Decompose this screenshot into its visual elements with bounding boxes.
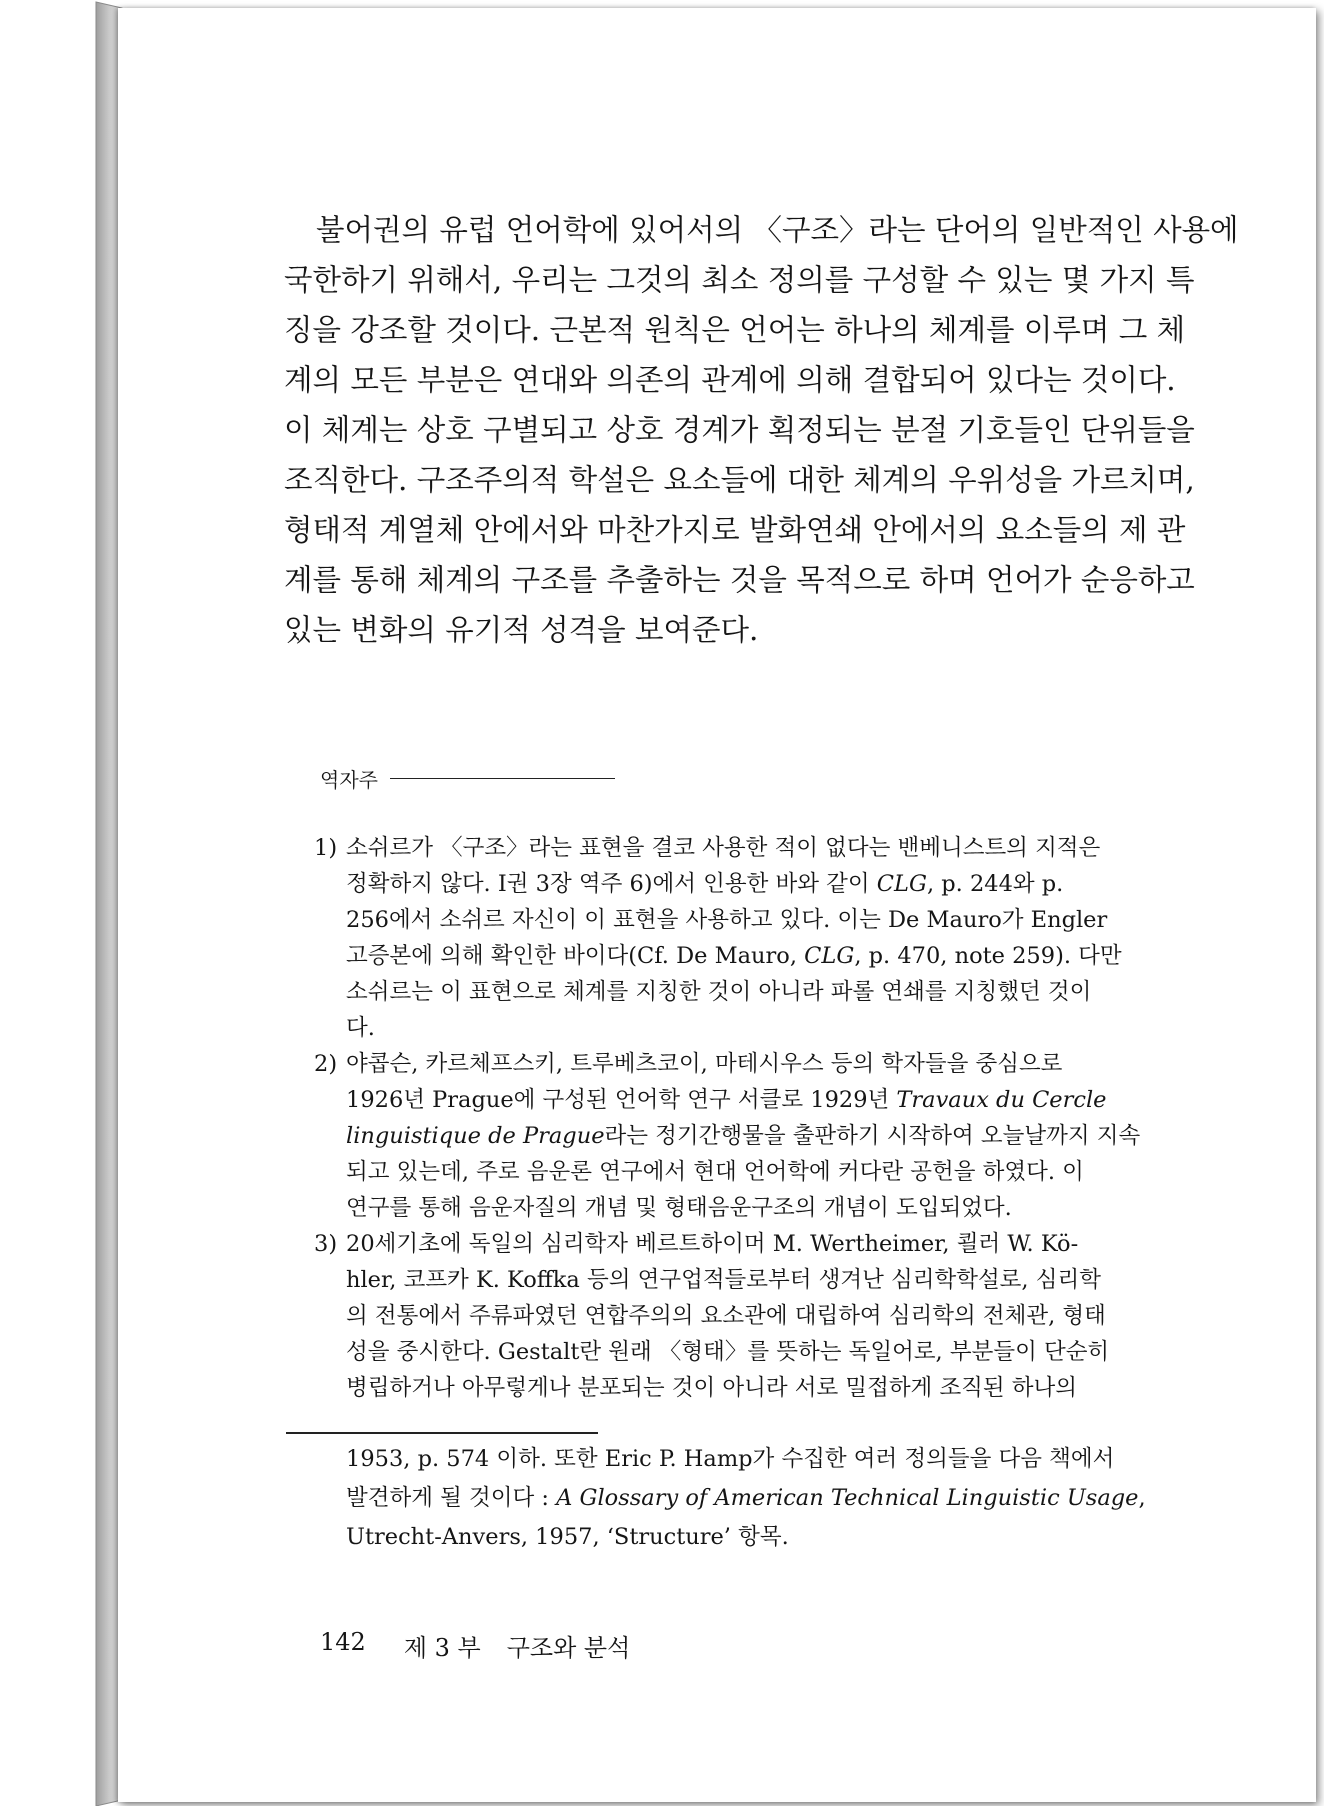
note-line: 고증본에 의해 확인한 바이다(Cf. De Mauro, CLG, p. 470, note 259). 다만	[346, 943, 1122, 969]
notes-heading-label: 역자주	[320, 768, 378, 792]
note-line: 소쉬르는 이 표현으로 체계를 지칭한 것이 아니라 파롤 연쇄를 지칭했던 것이	[346, 979, 1092, 1005]
note-line: 병립하거나 아무렇게나 분포되는 것이 아니라 서로 밀접하게 조직된 하나의	[346, 1375, 1078, 1401]
translator-notes	[314, 830, 1290, 1406]
book-spine-edge	[0, 0, 136, 1806]
body-line: 조직한다. 구조주의적 학설은 요소들에 대한 체계의 우위성을 가르치며,	[284, 463, 1195, 497]
translator-notes-heading	[320, 764, 615, 793]
note-line: linguistique de Prague라는 정기간행물을 출판하기 시작하여 오늘날까지 지속	[346, 1123, 1141, 1149]
body-line: 징을 강조할 것이다. 근본적 원칙은 언어는 하나의 체계를 이루며 그 체	[284, 313, 1186, 347]
continued-footnote	[346, 1440, 1286, 1557]
note-number: 1)	[314, 835, 338, 861]
note-item	[314, 830, 1290, 1046]
footnote-line: Utrecht-Anvers, 1957, ‘Structure’ 항목.	[346, 1524, 789, 1550]
note-line: 다.	[346, 1015, 375, 1041]
book-page	[118, 8, 1316, 1802]
note-line: 소쉬르가 〈구조〉라는 표현을 결코 사용한 적이 없다는 밴베니스트의 지적은	[346, 835, 1101, 861]
note-line: 의 전통에서 주류파였던 연합주의의 요소관에 대립하여 심리학의 전체관, 형태	[346, 1303, 1106, 1329]
note-item	[314, 1226, 1290, 1406]
page-number: 142	[320, 1628, 366, 1656]
note-line: 정확하지 않다. Ⅰ권 3장 역주 6)에서 인용한 바와 같이 CLG, p. 244와 p.	[346, 871, 1064, 897]
body-line: 있는 변화의 유기적 성격을 보여준다.	[284, 613, 759, 647]
body-line: 이 체계는 상호 구별되고 상호 경계가 획정되는 분절 기호들인 단위들을	[284, 413, 1195, 447]
note-line: 20세기초에 독일의 심리학자 베르트하이머 M. Wertheimer, 쾰러 W. Kö-	[346, 1231, 1079, 1257]
part-label: 제 3 부	[403, 1634, 481, 1662]
note-line: hler, 코프카 K. Koffka 등의 연구업적들로부터 생겨난 심리학학설로, 심리학	[346, 1267, 1101, 1293]
page-footer	[320, 1628, 630, 1663]
main-paragraph	[284, 205, 1284, 655]
note-line: 야콥슨, 카르체프스키, 트루베츠코이, 마테시우스 등의 학자들을 중심으로	[346, 1051, 1063, 1077]
note-line: 256에서 소쉬르 자신이 이 표현을 사용하고 있다. 이는 De Mauro가 Engler	[346, 907, 1108, 933]
notes-heading-rule	[390, 778, 615, 780]
body-line: 형태적 계열체 안에서와 마찬가지로 발화연쇄 안에서의 요소들의 제 관	[284, 513, 1186, 547]
note-line: 성을 중시한다. Gestalt란 원래 〈형태〉를 뜻하는 독일어로, 부분들이 단순히	[346, 1339, 1110, 1365]
footnote-line: 1953, p. 574 이하. 또한 Eric P. Hamp가 수집한 여러 정의들을 다음 책에서	[346, 1446, 1115, 1472]
body-line: 계의 모든 부분은 연대와 의존의 관계에 의해 결합되어 있다는 것이다.	[284, 363, 1176, 397]
note-number: 2)	[314, 1051, 338, 1077]
note-line: 1926년 Prague에 구성된 언어학 연구 서클로 1929년 Travaux du Cercle	[346, 1087, 1107, 1113]
footnote-line: 발견하게 될 것이다 : A Glossary of American Technical Linguistic Usage,	[346, 1485, 1146, 1511]
note-line: 연구를 통해 음운자질의 개념 및 형태음운구조의 개념이 도입되었다.	[346, 1195, 1012, 1221]
note-item	[314, 1046, 1290, 1226]
part-title: 구조와 분석	[506, 1634, 631, 1662]
body-line: 계를 통해 체계의 구조를 추출하는 것을 목적으로 하며 언어가 순응하고	[284, 563, 1195, 597]
body-line: 국한하기 위해서, 우리는 그것의 최소 정의를 구성할 수 있는 몇 가지 특	[284, 263, 1195, 297]
note-number: 3)	[314, 1231, 338, 1257]
note-line: 되고 있는데, 주로 음운론 연구에서 현대 언어학에 커다란 공헌을 하였다. 이	[346, 1159, 1084, 1185]
body-line: 불어권의 유럽 언어학에 있어서의 〈구조〉라는 단어의 일반적인 사용에	[316, 213, 1239, 247]
footnote-separator	[286, 1432, 598, 1434]
